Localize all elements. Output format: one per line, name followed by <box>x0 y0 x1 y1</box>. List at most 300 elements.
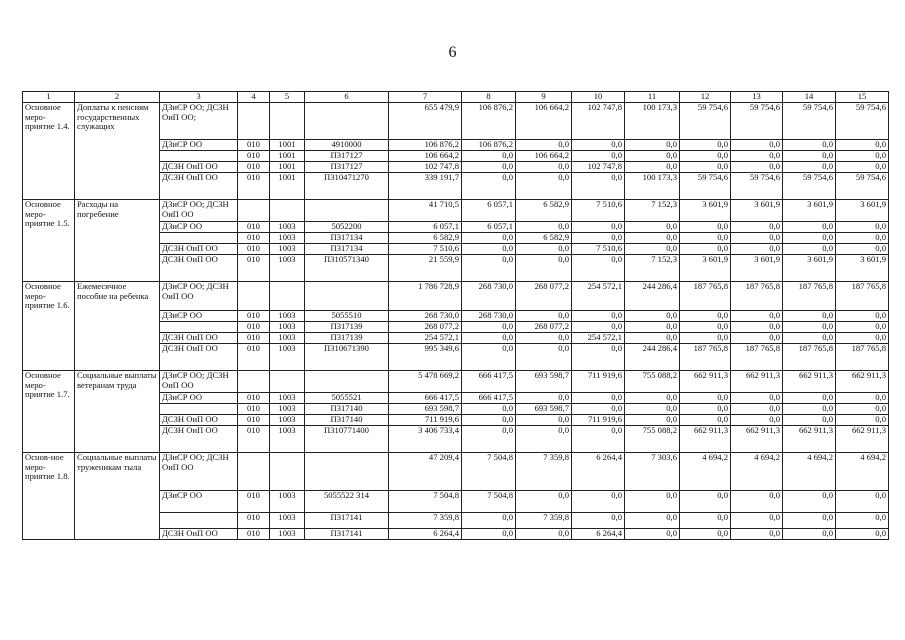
code-cell: 010 <box>238 233 270 244</box>
amount-cell: 268 730,0 <box>462 311 516 322</box>
amount-cell: 693 598,7 <box>516 371 572 393</box>
amount-cell: 0,0 <box>625 140 680 151</box>
executor-cell: ДЗиСР ОО; ДСЗН ОиП ОО <box>160 200 238 222</box>
amount-cell: 662 911,3 <box>731 371 783 393</box>
amount-cell: 187 765,8 <box>836 344 889 371</box>
amount-cell: 3 601,9 <box>731 255 783 282</box>
code-cell: П310471270 <box>305 173 389 200</box>
executor-cell: ДЗиСР ОО <box>160 311 238 322</box>
table-row <box>23 371 889 393</box>
amount-cell: 1 786 728,9 <box>389 282 462 311</box>
amount-cell: 254 572,1 <box>389 333 462 344</box>
code-cell: 010 <box>238 173 270 200</box>
amount-cell: 7 152,3 <box>625 255 680 282</box>
executor-cell: ДСЗН ОиП ОО <box>160 426 238 453</box>
code-cell: 4910000 <box>305 140 389 151</box>
amount-cell: 0,0 <box>731 333 783 344</box>
code-cell: П317139 <box>305 322 389 333</box>
amount-cell: 339 191,7 <box>389 173 462 200</box>
amount-cell: 6 582,9 <box>516 200 572 222</box>
amount-cell: 662 911,3 <box>731 426 783 453</box>
amount-cell: 102 747,8 <box>572 162 625 173</box>
code-cell: П317127 <box>305 151 389 162</box>
amount-cell: 0,0 <box>731 415 783 426</box>
code-cell: П317140 <box>305 404 389 415</box>
amount-cell: 0,0 <box>680 529 731 540</box>
code-cell <box>270 200 305 222</box>
code-cell: 1001 <box>270 151 305 162</box>
amount-cell: 0,0 <box>462 415 516 426</box>
amount-cell: 0,0 <box>462 255 516 282</box>
amount-cell: 0,0 <box>516 426 572 453</box>
amount-cell: 0,0 <box>783 322 836 333</box>
amount-cell: 59 754,6 <box>680 173 731 200</box>
activity-name: Ежемесячное пособие на ребенка <box>75 282 160 371</box>
amount-cell: 0,0 <box>783 311 836 322</box>
activity-name: Расходы на погребение <box>75 200 160 282</box>
code-cell: 1003 <box>270 404 305 415</box>
amount-cell: 0,0 <box>516 173 572 200</box>
amount-cell: 0,0 <box>625 244 680 255</box>
activity-label: Основ-ное меро-приятие 1.8. <box>23 453 75 540</box>
table-row <box>23 453 889 491</box>
code-cell: 010 <box>238 333 270 344</box>
executor-cell: ДЗиСР ОО <box>160 140 238 151</box>
amount-cell: 662 911,3 <box>836 371 889 393</box>
amount-cell: 0,0 <box>783 491 836 513</box>
code-cell: П317141 <box>305 529 389 540</box>
column-number-cell: 2 <box>75 92 160 103</box>
code-cell <box>270 282 305 311</box>
amount-cell: 0,0 <box>625 529 680 540</box>
amount-cell: 6 264,4 <box>389 529 462 540</box>
amount-cell: 755 088,2 <box>625 371 680 393</box>
amount-cell: 0,0 <box>731 151 783 162</box>
amount-cell: 0,0 <box>625 491 680 513</box>
amount-cell: 0,0 <box>836 513 889 529</box>
code-cell: 010 <box>238 311 270 322</box>
amount-cell: 6 582,9 <box>389 233 462 244</box>
amount-cell: 0,0 <box>462 322 516 333</box>
code-cell: 1003 <box>270 529 305 540</box>
amount-cell: 655 479,9 <box>389 103 462 140</box>
amount-cell: 102 747,8 <box>572 103 625 140</box>
amount-cell: 59 754,6 <box>731 173 783 200</box>
amount-cell: 0,0 <box>516 393 572 404</box>
executor-cell: ДЗиСР ОО <box>160 491 238 513</box>
executor-cell: ДЗиСР ОО <box>160 222 238 233</box>
amount-cell: 0,0 <box>680 513 731 529</box>
amount-cell: 0,0 <box>516 244 572 255</box>
code-cell: 010 <box>238 244 270 255</box>
amount-cell: 7 359,8 <box>389 513 462 529</box>
amount-cell: 0,0 <box>625 162 680 173</box>
amount-cell: 0,0 <box>731 491 783 513</box>
code-cell: П317141 <box>305 513 389 529</box>
amount-cell: 3 601,9 <box>836 200 889 222</box>
amount-cell: 0,0 <box>731 162 783 173</box>
amount-cell: 0,0 <box>625 222 680 233</box>
code-cell: 1003 <box>270 513 305 529</box>
amount-cell: 106 664,2 <box>516 103 572 140</box>
code-cell: 1003 <box>270 426 305 453</box>
amount-cell: 4 694,2 <box>836 453 889 491</box>
column-number-cell: 5 <box>270 92 305 103</box>
amount-cell: 0,0 <box>680 322 731 333</box>
amount-cell: 268 077,2 <box>516 282 572 311</box>
column-number-row <box>23 92 889 103</box>
amount-cell: 6 057,1 <box>462 200 516 222</box>
amount-cell: 0,0 <box>625 233 680 244</box>
amount-cell: 0,0 <box>572 404 625 415</box>
code-cell: П317139 <box>305 333 389 344</box>
amount-cell: 3 601,9 <box>731 200 783 222</box>
amount-cell: 4 694,2 <box>680 453 731 491</box>
amount-cell: 0,0 <box>680 311 731 322</box>
amount-cell: 0,0 <box>836 404 889 415</box>
amount-cell: 21 559,9 <box>389 255 462 282</box>
code-cell <box>305 200 389 222</box>
amount-cell: 662 911,3 <box>680 426 731 453</box>
amount-cell: 0,0 <box>731 140 783 151</box>
executor-cell: ДЗиСР ОО; ДСЗН ОиП ОО <box>160 282 238 311</box>
column-number-cell: 8 <box>462 92 516 103</box>
amount-cell: 0,0 <box>625 333 680 344</box>
amount-cell: 0,0 <box>572 513 625 529</box>
amount-cell: 0,0 <box>516 255 572 282</box>
code-cell: П317140 <box>305 415 389 426</box>
table-row <box>23 103 889 140</box>
amount-cell: 0,0 <box>462 404 516 415</box>
amount-cell: 0,0 <box>572 393 625 404</box>
amount-cell: 0,0 <box>516 529 572 540</box>
amount-cell: 755 088,2 <box>625 426 680 453</box>
code-cell <box>238 282 270 311</box>
amount-cell: 187 765,8 <box>731 344 783 371</box>
amount-cell: 0,0 <box>516 140 572 151</box>
amount-cell: 711 919,6 <box>572 415 625 426</box>
amount-cell: 0,0 <box>836 491 889 513</box>
column-number-cell: 13 <box>731 92 783 103</box>
column-number-cell: 3 <box>160 92 238 103</box>
amount-cell: 0,0 <box>783 404 836 415</box>
amount-cell: 4 694,2 <box>731 453 783 491</box>
amount-cell: 693 598,7 <box>389 404 462 415</box>
activity-label: Основное меро-приятие 1.4. <box>23 103 75 200</box>
executor-cell: ДЗиСР ОО; ДСЗН ОиП ОО <box>160 371 238 393</box>
amount-cell: 254 572,1 <box>572 282 625 311</box>
code-cell: 1003 <box>270 255 305 282</box>
amount-cell: 0,0 <box>783 244 836 255</box>
code-cell <box>238 200 270 222</box>
activity-label: Основное меро-приятие 1.6. <box>23 282 75 371</box>
table-row <box>23 200 889 222</box>
code-cell: П310671390 <box>305 344 389 371</box>
amount-cell: 0,0 <box>731 233 783 244</box>
code-cell: 010 <box>238 426 270 453</box>
amount-cell: 0,0 <box>516 311 572 322</box>
amount-cell: 0,0 <box>680 244 731 255</box>
amount-cell: 7 504,8 <box>462 453 516 491</box>
code-cell <box>305 371 389 393</box>
column-number-cell: 9 <box>516 92 572 103</box>
page-number: 6 <box>448 44 457 61</box>
amount-cell: 59 754,6 <box>783 103 836 140</box>
amount-cell: 0,0 <box>572 491 625 513</box>
code-cell: 010 <box>238 404 270 415</box>
amount-cell: 0,0 <box>680 491 731 513</box>
amount-cell: 100 173,3 <box>625 173 680 200</box>
amount-cell: 0,0 <box>462 333 516 344</box>
amount-cell: 0,0 <box>680 404 731 415</box>
executor-cell <box>160 513 238 529</box>
code-cell: 5055522 314 <box>305 491 389 513</box>
code-cell: 5055510 <box>305 311 389 322</box>
amount-cell: 0,0 <box>836 222 889 233</box>
code-cell <box>270 371 305 393</box>
amount-cell: 0,0 <box>462 513 516 529</box>
amount-cell: 0,0 <box>680 333 731 344</box>
amount-cell: 0,0 <box>731 393 783 404</box>
amount-cell: 7 303,6 <box>625 453 680 491</box>
column-number-cell: 10 <box>572 92 625 103</box>
amount-cell: 0,0 <box>625 322 680 333</box>
executor-cell: ДСЗН ОиП ОО <box>160 244 238 255</box>
code-cell <box>238 371 270 393</box>
amount-cell: 3 601,9 <box>836 255 889 282</box>
amount-cell: 7 510,6 <box>572 200 625 222</box>
code-cell <box>305 103 389 140</box>
amount-cell: 0,0 <box>516 415 572 426</box>
amount-cell: 0,0 <box>572 311 625 322</box>
amount-cell: 187 765,8 <box>680 344 731 371</box>
amount-cell: 0,0 <box>516 491 572 513</box>
code-cell: 1003 <box>270 344 305 371</box>
amount-cell: 187 765,8 <box>731 282 783 311</box>
amount-cell: 666 417,5 <box>389 393 462 404</box>
amount-cell: 0,0 <box>572 233 625 244</box>
amount-cell: 0,0 <box>731 311 783 322</box>
code-cell: 010 <box>238 415 270 426</box>
amount-cell: 693 598,7 <box>516 404 572 415</box>
amount-cell: 0,0 <box>836 151 889 162</box>
amount-cell: 0,0 <box>783 333 836 344</box>
column-number-cell: 7 <box>389 92 462 103</box>
code-cell: 1001 <box>270 173 305 200</box>
amount-cell: 268 077,2 <box>516 322 572 333</box>
amount-cell: 254 572,1 <box>572 333 625 344</box>
amount-cell: 0,0 <box>625 513 680 529</box>
amount-cell: 3 601,9 <box>680 200 731 222</box>
amount-cell: 0,0 <box>836 140 889 151</box>
code-cell: 010 <box>238 162 270 173</box>
code-cell: 010 <box>238 151 270 162</box>
executor-cell <box>160 404 238 415</box>
amount-cell: 0,0 <box>462 162 516 173</box>
executor-cell: ДСЗН ОиП ОО <box>160 344 238 371</box>
amount-cell: 6 264,4 <box>572 453 625 491</box>
amount-cell: 0,0 <box>783 162 836 173</box>
amount-cell: 662 911,3 <box>783 426 836 453</box>
activity-name: Доплаты к пенсиям государственных служащих <box>75 103 160 200</box>
code-cell: П317127 <box>305 162 389 173</box>
activity-name: Социальные выплаты труженикам тыла <box>75 453 160 540</box>
code-cell: 010 <box>238 140 270 151</box>
amount-cell: 0,0 <box>680 140 731 151</box>
amount-cell: 0,0 <box>731 244 783 255</box>
amount-cell: 3 406 733,4 <box>389 426 462 453</box>
amount-cell: 0,0 <box>516 333 572 344</box>
column-number-cell: 14 <box>783 92 836 103</box>
code-cell <box>270 103 305 140</box>
amount-cell: 995 349,6 <box>389 344 462 371</box>
amount-cell: 7 510,6 <box>572 244 625 255</box>
amount-cell: 0,0 <box>625 404 680 415</box>
executor-cell: ДСЗН ОиП ОО <box>160 173 238 200</box>
amount-cell: 268 730,0 <box>462 282 516 311</box>
column-number-cell: 1 <box>23 92 75 103</box>
amount-cell: 0,0 <box>731 404 783 415</box>
code-cell: 010 <box>238 344 270 371</box>
amount-cell: 0,0 <box>462 529 516 540</box>
budget-table <box>22 91 889 540</box>
amount-cell: 0,0 <box>462 151 516 162</box>
amount-cell: 0,0 <box>783 529 836 540</box>
amount-cell: 41 710,5 <box>389 200 462 222</box>
amount-cell: 0,0 <box>572 322 625 333</box>
code-cell: 1003 <box>270 491 305 513</box>
column-number-cell: 15 <box>836 92 889 103</box>
code-cell: 1003 <box>270 322 305 333</box>
executor-cell: ДЗиСР ОО <box>160 393 238 404</box>
amount-cell: 106 876,2 <box>462 103 516 140</box>
amount-cell: 711 919,6 <box>572 371 625 393</box>
executor-cell: ДСЗН ОиП ОО <box>160 333 238 344</box>
amount-cell: 0,0 <box>572 222 625 233</box>
executor-cell: ДСЗН ОиП ОО <box>160 529 238 540</box>
amount-cell: 0,0 <box>625 311 680 322</box>
code-cell <box>270 453 305 491</box>
amount-cell: 0,0 <box>836 233 889 244</box>
activity-label: Основное меро-приятие 1.5. <box>23 200 75 282</box>
executor-cell: ДСЗН ОиП ОО <box>160 255 238 282</box>
amount-cell: 3 601,9 <box>680 255 731 282</box>
column-number-cell: 4 <box>238 92 270 103</box>
code-cell: 1003 <box>270 233 305 244</box>
amount-cell: 187 765,8 <box>783 282 836 311</box>
code-cell: П310771400 <box>305 426 389 453</box>
amount-cell: 0,0 <box>462 233 516 244</box>
executor-cell: ДЗиСР ОО; ДСЗН ОиП ОО; <box>160 103 238 140</box>
amount-cell: 3 601,9 <box>783 200 836 222</box>
code-cell: П317134 <box>305 244 389 255</box>
code-cell: 010 <box>238 222 270 233</box>
amount-cell: 662 911,3 <box>680 371 731 393</box>
amount-cell: 0,0 <box>680 222 731 233</box>
amount-cell: 59 754,6 <box>680 103 731 140</box>
activity-label: Основное меро-приятие 1.7. <box>23 371 75 453</box>
amount-cell: 6 582,9 <box>516 233 572 244</box>
amount-cell: 0,0 <box>836 311 889 322</box>
amount-cell: 0,0 <box>516 344 572 371</box>
amount-cell: 187 765,8 <box>680 282 731 311</box>
amount-cell: 0,0 <box>625 151 680 162</box>
amount-cell: 0,0 <box>680 415 731 426</box>
amount-cell: 0,0 <box>836 333 889 344</box>
amount-cell: 106 664,2 <box>389 151 462 162</box>
amount-cell: 7 510,6 <box>389 244 462 255</box>
amount-cell: 0,0 <box>516 222 572 233</box>
amount-cell: 0,0 <box>783 140 836 151</box>
amount-cell: 3 601,9 <box>783 255 836 282</box>
code-cell: 1001 <box>270 162 305 173</box>
executor-cell <box>160 233 238 244</box>
code-cell <box>305 453 389 491</box>
amount-cell: 0,0 <box>680 233 731 244</box>
amount-cell: 0,0 <box>731 322 783 333</box>
amount-cell: 187 765,8 <box>836 282 889 311</box>
amount-cell: 0,0 <box>572 151 625 162</box>
amount-cell: 0,0 <box>572 140 625 151</box>
code-cell <box>238 453 270 491</box>
amount-cell: 662 911,3 <box>783 371 836 393</box>
amount-cell: 666 417,5 <box>462 371 516 393</box>
amount-cell: 0,0 <box>572 426 625 453</box>
amount-cell: 0,0 <box>731 513 783 529</box>
amount-cell: 0,0 <box>836 529 889 540</box>
code-cell: 010 <box>238 513 270 529</box>
amount-cell: 0,0 <box>462 344 516 371</box>
amount-cell: 0,0 <box>836 244 889 255</box>
amount-cell: 47 209,4 <box>389 453 462 491</box>
amount-cell: 0,0 <box>783 415 836 426</box>
column-number-cell: 11 <box>625 92 680 103</box>
amount-cell: 59 754,6 <box>731 103 783 140</box>
amount-cell: 244 286,4 <box>625 344 680 371</box>
amount-cell: 187 765,8 <box>783 344 836 371</box>
amount-cell: 7 504,8 <box>389 491 462 513</box>
code-cell: 1003 <box>270 393 305 404</box>
code-cell: П317134 <box>305 233 389 244</box>
amount-cell: 106 876,2 <box>389 140 462 151</box>
amount-cell: 0,0 <box>836 415 889 426</box>
code-cell: 010 <box>238 529 270 540</box>
executor-cell: ДСЗН ОиП ОО <box>160 162 238 173</box>
amount-cell: 0,0 <box>462 426 516 453</box>
amount-cell: 0,0 <box>680 393 731 404</box>
amount-cell: 0,0 <box>836 162 889 173</box>
code-cell: 1003 <box>270 311 305 322</box>
code-cell <box>238 103 270 140</box>
amount-cell: 59 754,6 <box>783 173 836 200</box>
amount-cell: 0,0 <box>783 513 836 529</box>
amount-cell: 0,0 <box>731 529 783 540</box>
amount-cell: 0,0 <box>625 415 680 426</box>
executor-cell: ДСЗН ОиП ОО <box>160 415 238 426</box>
executor-cell: ДЗиСР ОО; ДСЗН ОиП ОО <box>160 453 238 491</box>
amount-cell: 268 077,2 <box>389 322 462 333</box>
amount-cell: 0,0 <box>680 151 731 162</box>
table-row <box>23 282 889 311</box>
amount-cell: 0,0 <box>572 344 625 371</box>
code-cell: 010 <box>238 255 270 282</box>
amount-cell: 106 876,2 <box>462 140 516 151</box>
code-cell: 5055521 <box>305 393 389 404</box>
code-cell: 010 <box>238 322 270 333</box>
amount-cell: 7 504,8 <box>462 491 516 513</box>
table-body <box>23 92 889 540</box>
amount-cell: 244 286,4 <box>625 282 680 311</box>
